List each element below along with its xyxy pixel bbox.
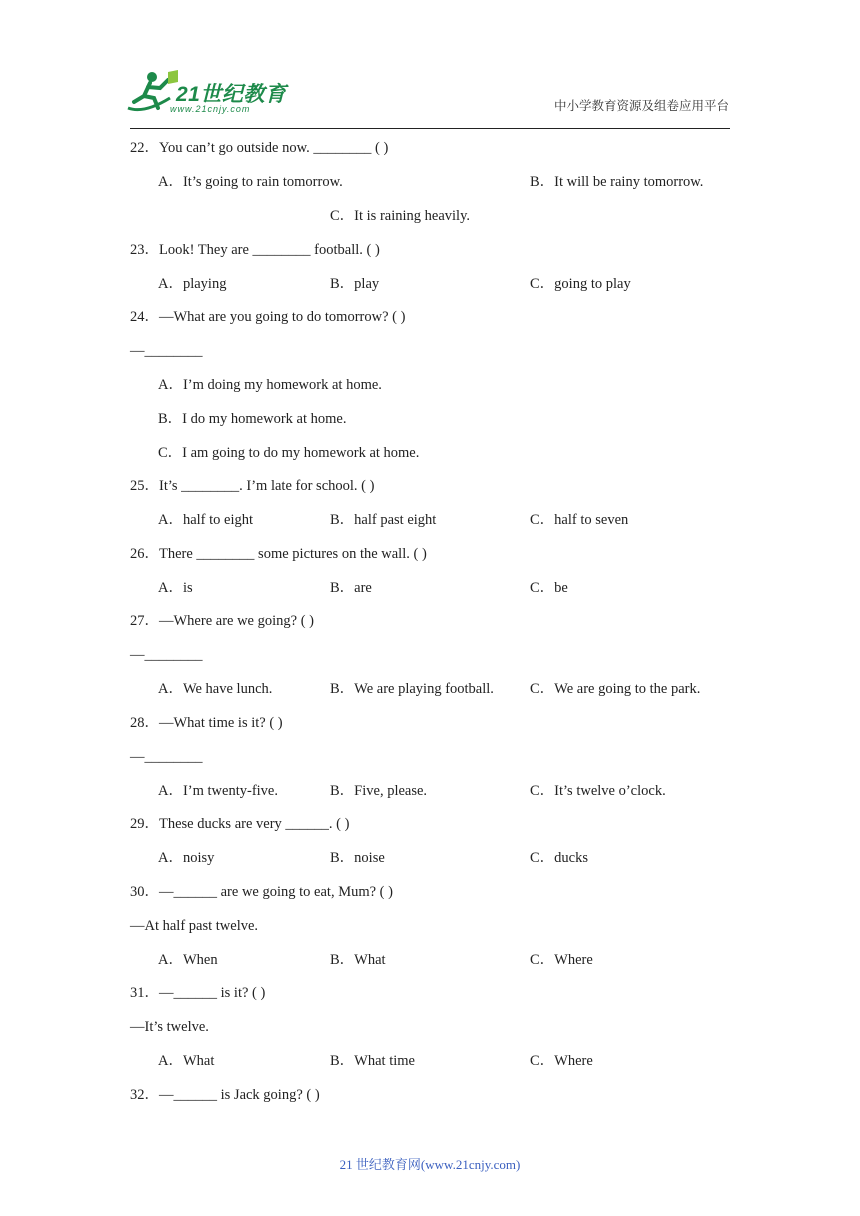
page-footer: 21 世纪教育网(www.21cnjy.com) [339,1157,521,1172]
question-25-option-c: C．half to seven [530,512,629,528]
question-31-option-a: A．What [158,1053,215,1069]
logo-text: 21世纪教育 [176,83,287,106]
question-24-option-b: B．I do my homework at home. [158,411,347,427]
question-22-stem: 22．You can’t go outside now. ________ ( ) [130,140,389,156]
question-22-option-a: A．It’s going to rain tomorrow. [158,174,343,190]
question-31-option-b: B．What time [330,1053,415,1069]
question-27-stem: 27．—Where are we going? ( ) [130,613,314,629]
question-27-option-c: C．We are going to the park. [530,681,701,697]
question-24-answer-line: —________ [130,343,203,359]
question-28-option-a: A．I’m twenty-five. [158,783,278,799]
question-31-answer-line: —It’s twelve. [130,1019,209,1035]
question-31-stem: 31．—______ is it? ( ) [130,985,266,1001]
question-26-stem: 26．There ________ some pictures on the wall. ( ) [130,546,427,562]
question-28-answer-line: —________ [130,749,203,765]
question-25-option-b: B．half past eight [330,512,437,528]
question-27-option-a: A．We have lunch. [158,681,273,697]
question-30-option-b: B．What [330,952,386,968]
question-22-option-c: C．It is raining heavily. [330,208,471,224]
question-23-option-b: B．play [330,276,380,292]
question-29-option-a: A．noisy [158,850,215,866]
question-29-option-c: C．ducks [530,850,588,866]
header-divider [130,128,730,129]
question-32-stem: 32．—______ is Jack going? ( ) [130,1087,320,1103]
question-29-stem: 29．These ducks are very ______. ( ) [130,816,350,832]
question-29-option-b: B．noise [330,850,385,866]
question-26-option-b: B．are [330,580,372,596]
logo [122,68,297,118]
logo-url: www.21cnjy.com [170,104,251,114]
question-28-stem: 28．—What time is it? ( ) [130,715,283,731]
question-28-option-c: C．It’s twelve o’clock. [530,783,666,799]
question-23-option-a: A．playing [158,276,227,292]
question-25-stem: 25．It’s ________. I’m late for school. ( ) [130,478,375,494]
question-26-option-c: C．be [530,580,568,596]
question-23-stem: 23．Look! They are ________ football. ( ) [130,242,380,258]
question-30-option-a: A．When [158,952,218,968]
question-23-option-c: C．going to play [530,276,631,292]
question-30-stem: 30．—______ are we going to eat, Mum? ( ) [130,884,393,900]
question-24-option-a: A．I’m doing my homework at home. [158,377,382,393]
question-31-option-c: C．Where [530,1053,593,1069]
question-28-option-b: B．Five, please. [330,783,428,799]
question-27-answer-line: —________ [130,647,203,663]
question-30-answer-line: —At half past twelve. [130,918,259,934]
header-tagline: 中小学教育资源及组卷应用平台 [553,98,729,113]
question-25-option-a: A．half to eight [158,512,254,528]
question-22-option-b: B．It will be rainy tomorrow. [530,174,704,190]
question-26-option-a: A．is [158,580,193,596]
question-24-option-c: C．I am going to do my homework at home. [158,445,420,461]
question-27-option-b: B．We are playing football. [330,681,494,697]
question-24-stem: 24．—What are you going to do tomorrow? ( ) [130,309,406,325]
question-30-option-c: C．Where [530,952,593,968]
